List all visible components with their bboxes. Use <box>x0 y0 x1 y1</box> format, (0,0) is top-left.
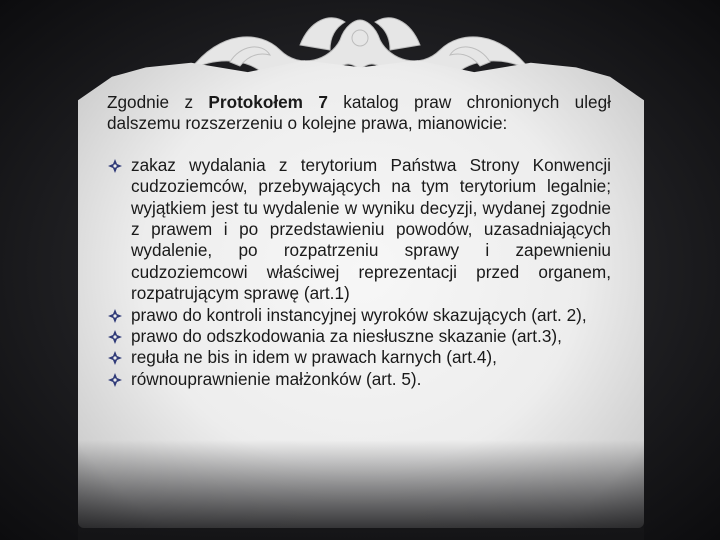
intro-suffix: katalog praw chronionych uległ dalszemu rozszerzeniu o kolejne prawa, mianowicie: <box>107 92 611 134</box>
rights-list <box>107 155 611 390</box>
list-item-text: reguła ne bis in idem w prawach karnych (art.4), <box>131 347 497 368</box>
diamond-bullet-icon <box>107 329 123 345</box>
diamond-bullet-icon <box>107 372 123 388</box>
list-item-text: równouprawnienie małżonków (art. 5). <box>131 368 422 389</box>
list-item-text: prawo do odszkodowania za niesłuszne skazanie (art.3), <box>131 326 562 347</box>
intro-bold: Protokołem 7 <box>208 92 328 112</box>
list-item <box>107 155 611 305</box>
intro-prefix: Zgodnie z <box>107 92 209 112</box>
list-item-text: zakaz wydalania z terytorium Państwa Strony Konwencji cudzoziemców, przebywających na tym terytorium legalnie; wyjątkiem jest tu wydalenie w wyniku decyzji, wydanej zgodnie z prawem i po przedstawieniu powodów, uzasadniających wydalenie, po rozpatrzeniu sprawy i zapewnieniu cudzoziemcowi właściwej reprezentacji przed organem, rozpatrującym sprawę (art.1) <box>131 154 611 304</box>
diamond-bullet-icon <box>107 308 123 324</box>
intro-paragraph <box>107 92 611 135</box>
diamond-bullet-icon <box>107 158 123 174</box>
list-item <box>107 369 611 390</box>
list-item <box>107 305 611 326</box>
diamond-bullet-icon <box>107 350 123 366</box>
slide-content <box>107 92 611 390</box>
list-item <box>107 326 611 347</box>
list-item-text: prawo do kontroli instancyjnej wyroków skazujących (art. 2), <box>131 304 587 325</box>
list-item <box>107 347 611 368</box>
